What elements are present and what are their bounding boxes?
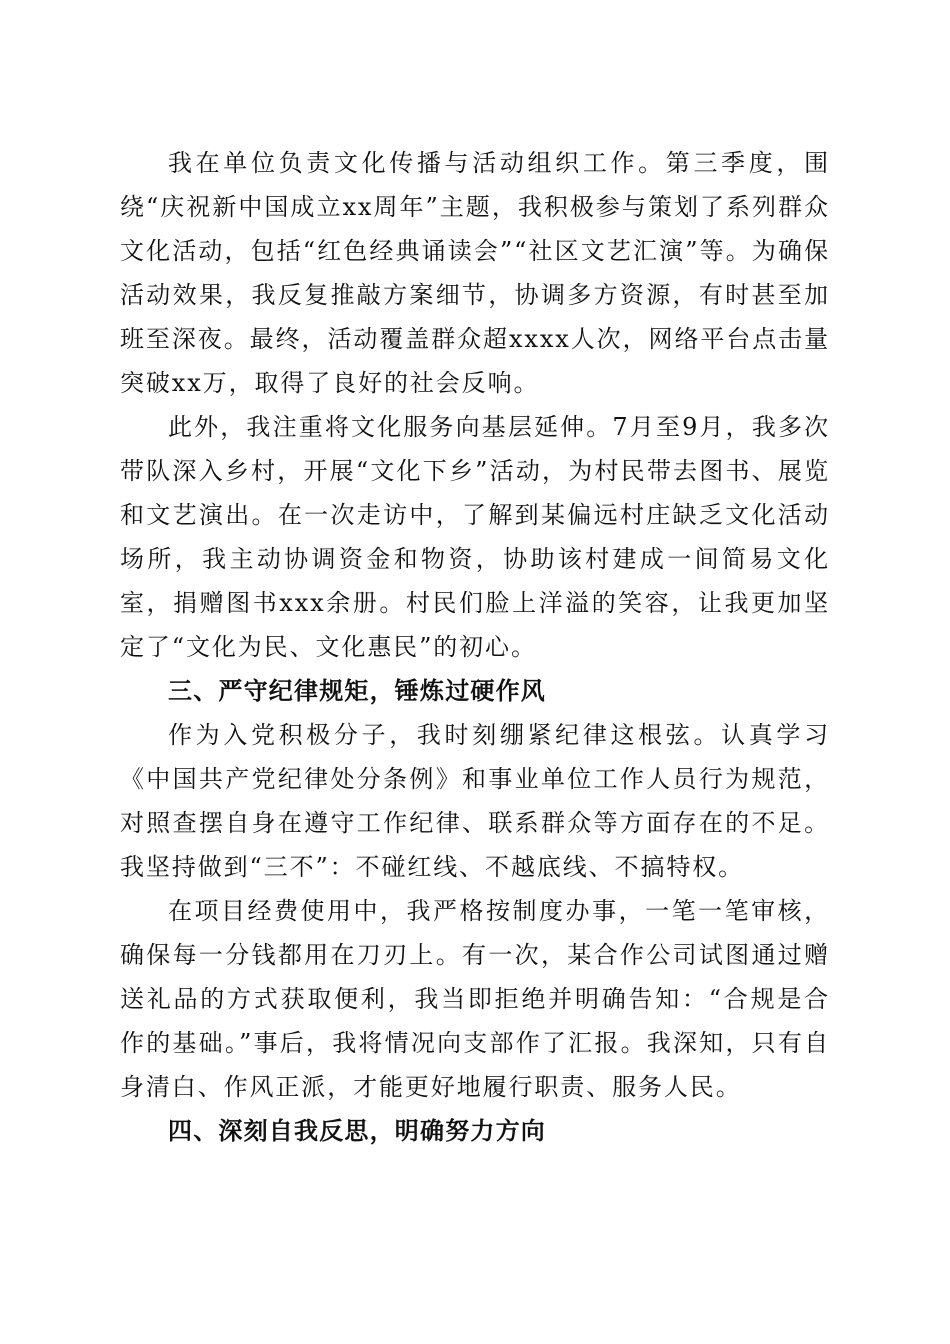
section-heading-discipline: 三、严守纪律规矩，锤炼过硬作风 bbox=[168, 677, 546, 705]
paragraph-grassroots-service: 此外，我注重将文化服务向基层延伸。7月至9月，我多次带队深入乡村，开展“文化下乡”活动，为村民带去图书、展览和文艺演出。在一次走访中，了解到某偏远村庄缺乏文化活动场所，我主动协调资金和物资，协助该村建成一间简易文化室，捐赠图书xxx余册。村民们脸上洋溢的笑容，让我更加坚定了“文化为民、文化惠民”的初心。 bbox=[120, 413, 830, 661]
paragraph-cultural-activities: 我在单位负责文化传播与活动组织工作。第三季度，围绕“庆祝新中国成立xx周年”主题，我积极参与策划了系列群众文化活动，包括“红色经典诵读会”“社区文艺汇演”等。为确保活动效果，我反复推敲方案细节，协调多方资源，有时甚至加班至深夜。最终，活动覆盖群众超xxxx人次，网络平台点击量突破xx万，取得了良好的社会反响。 bbox=[120, 149, 830, 397]
section-heading-reflection: 四、深刻自我反思，明确努力方向 bbox=[168, 1117, 546, 1145]
paragraph-discipline-study: 作为入党积极分子，我时刻绷紧纪律这根弦。认真学习《中国共产党纪律处分条例》和事业单位工作人员行为规范，对照查摆自身在遵守工作纪律、联系群众等方面存在的不足。我坚持做到“三不”：不碰红线、不越底线、不搞特权。 bbox=[120, 721, 830, 881]
paragraph-funds-integrity: 在项目经费使用中，我严格按制度办事，一笔一笔审核，确保每一分钱都用在刀刃上。有一次，某合作公司试图通过赠送礼品的方式获取便利，我当即拒绝并明确告知：“合规是合作的基础。”事后，我将情况向支部作了汇报。我深知，只有自身清白、作风正派，才能更好地履行职责、服务人民。 bbox=[120, 897, 830, 1101]
document-body bbox=[120, 141, 830, 1153]
